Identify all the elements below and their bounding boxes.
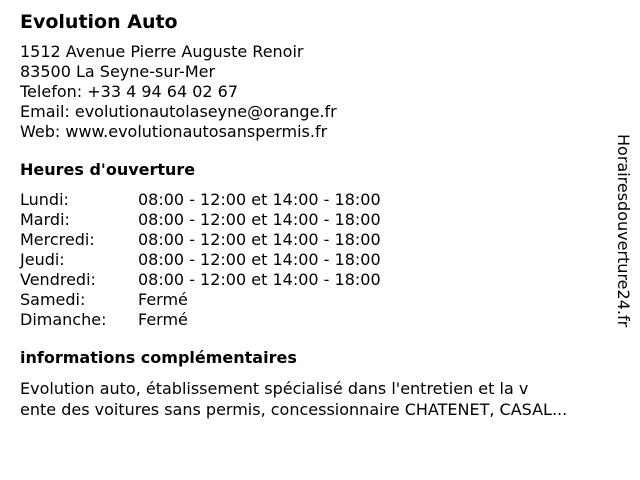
business-card: [20, 10, 610, 420]
hours-row-lundi: [20, 190, 610, 210]
day-time: 08:00 - 12:00 et 14:00 - 18:00: [138, 210, 381, 229]
day-time: 08:00 - 12:00 et 14:00 - 18:00: [138, 270, 381, 289]
day-label: Mardi:: [20, 210, 70, 229]
city-address: 83500 La Seyne-sur-Mer: [20, 62, 216, 81]
day-time: 08:00 - 12:00 et 14:00 - 18:00: [138, 230, 381, 249]
hours-row-jeudi: [20, 250, 610, 270]
hours-heading: Heures d'ouverture: [20, 160, 196, 179]
phone-number[interactable]: Telefon: +33 4 94 64 02 67: [20, 82, 239, 101]
street-address: 1512 Avenue Pierre Auguste Renoir: [20, 42, 304, 61]
day-label: Lundi:: [20, 190, 69, 209]
day-time: 08:00 - 12:00 et 14:00 - 18:00: [138, 250, 381, 269]
day-label: Jeudi:: [20, 250, 65, 269]
hours-row-dimanche: [20, 310, 610, 330]
info-heading: informations complémentaires: [20, 348, 297, 367]
day-time: 08:00 - 12:00 et 14:00 - 18:00: [138, 190, 381, 209]
hours-row-vendredi: [20, 270, 610, 290]
day-label: Mercredi:: [20, 230, 95, 249]
day-time: Fermé: [138, 310, 188, 329]
site-watermark: Horairesdouverture24.fr: [614, 134, 633, 328]
website-link[interactable]: Web: www.evolutionautosanspermis.fr: [20, 122, 328, 141]
hours-row-samedi: [20, 290, 610, 310]
info-line-1: Evolution auto, établissement spécialisé dans l'entretien et la v: [20, 379, 529, 398]
opening-hours-table: [20, 190, 610, 330]
email-address[interactable]: Email: evolutionautolaseyne@orange.fr: [20, 102, 337, 121]
day-label: Dimanche:: [20, 310, 107, 329]
hours-row-mercredi: [20, 230, 610, 250]
day-time: Fermé: [138, 290, 188, 309]
day-label: Samedi:: [20, 290, 86, 309]
info-line-2: ente des voitures sans permis, concessionnaire CHATENET, CASAL...: [20, 400, 568, 419]
day-label: Vendredi:: [20, 270, 96, 289]
hours-row-mardi: [20, 210, 610, 230]
business-name: Evolution Auto: [20, 11, 178, 33]
info-text: [20, 378, 620, 420]
contact-block: [20, 42, 610, 142]
